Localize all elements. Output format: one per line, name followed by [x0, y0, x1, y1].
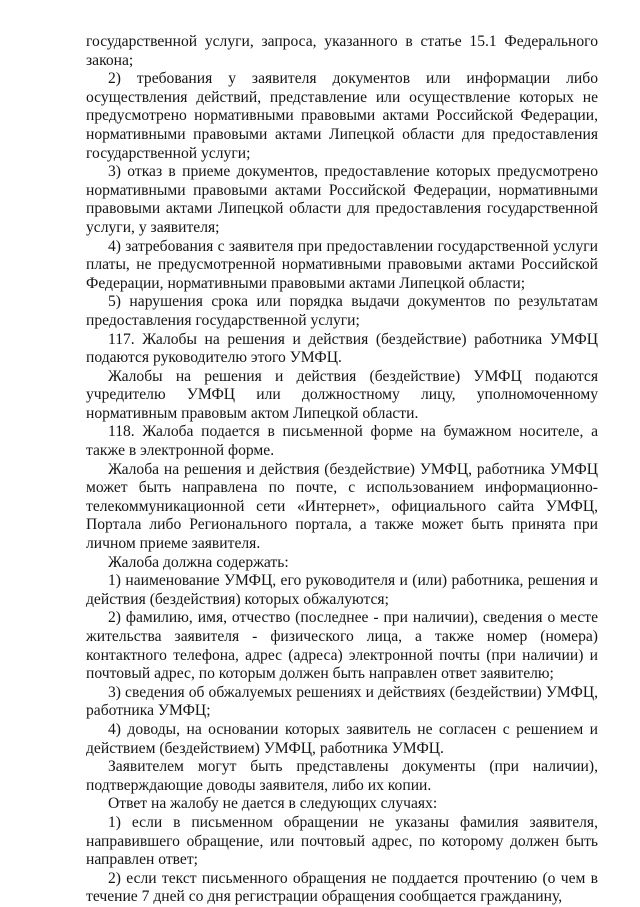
- contents-item-3: 3) сведения об обжалуемых решениях и действиях (бездействии) УМФЦ, работника УМФЦ;: [86, 683, 598, 720]
- paragraph-continuation: государственной услуги, запроса, указанного в статье 15.1 Федерального закона;: [86, 33, 598, 69]
- paragraph-no-answer-cases: Ответ на жалобу не дается в следующих случаях:: [108, 795, 438, 813]
- paragraph-submission-channels: Жалоба на решения и действия (бездействие) УМФЦ, работника УМФЦ может быть направлена по почте, с использованием информационно-телекоммуникационной сети «Интернет», официального сайта УМФЦ, Портала либо Регионального портала, а также может быть принята при личном приеме заявителя.: [86, 460, 598, 553]
- contents-item-2: 2) фамилию, имя, отчество (последнее - при наличии), сведения о месте жительства заявителя - физического лица, а также номер (номера) контактного телефона, адрес (адреса) электронной почты (при наличии) и почтовый адрес, по которым должен быть направлен ответ заявителю;: [86, 609, 598, 683]
- paragraph-supporting-documents: Заявителем могут быть представлены документы (при наличии), подтверждающие доводы заявителя, либо их копии.: [86, 758, 598, 794]
- no-answer-case-2: 2) если текст письменного обращения не поддается прочтению (о чем в течение 7 дней со дня регистрации обращения сообщается гражданину,: [86, 869, 598, 906]
- list-item-2-requirements: 2) требования у заявителя документов или информации либо осуществления действий, представление или осуществление которых не предусмотрено нормативными правовыми актами Российской Федерации, нормативными правовыми актами Липецкой области для предоставления государственной услуги;: [86, 70, 598, 162]
- section-118: 118. Жалоба подается в письменной форме на бумажном носителе, а также в электронной форме.: [86, 423, 598, 460]
- contents-item-4: 4) доводы, на основании которых заявитель не согласен с решением и действием (бездействием) УМФЦ, работника УМФЦ.: [86, 720, 598, 757]
- paragraph-complaints-founder: Жалобы на решения и действия (бездействие) УМФЦ подаются учредителю УМФЦ или должностному лицу, уполномоченному нормативным правовым актом Липецкой области.: [86, 367, 598, 422]
- section-117: 117. Жалобы на решения и действия (бездействие) работника УМФЦ подаются руководителю этого УМФЦ.: [86, 330, 598, 367]
- list-item-4-payment: 4) затребования с заявителя при предоставлении государственной услуги платы, не предусмотренной нормативными правовыми актами Российской Федерации, нормативными правовыми актами Липецкой области;: [86, 237, 598, 292]
- document-body: [86, 33, 598, 907]
- contents-item-1: 1) наименование УМФЦ, его руководителя и (или) работника, решения и действия (бездействия) которых обжалуются;: [86, 572, 598, 608]
- list-item-3-refusal: 3) отказ в приеме документов, предоставление которых предусмотрено нормативными правовыми актами Российской Федерации, нормативными правовыми актами Липецкой области для предоставления государственной услуги, у заявителя;: [86, 163, 598, 236]
- list-item-5-deadline: 5) нарушения срока или порядка выдачи документов по результатам предоставления государственной услуги;: [86, 293, 598, 329]
- no-answer-case-1: 1) если в письменном обращении не указаны фамилия заявителя, направившего обращение, или почтовый адрес, по которому должен быть направлен ответ;: [86, 813, 598, 869]
- paragraph-complaint-contents: Жалоба должна содержать:: [108, 553, 289, 571]
